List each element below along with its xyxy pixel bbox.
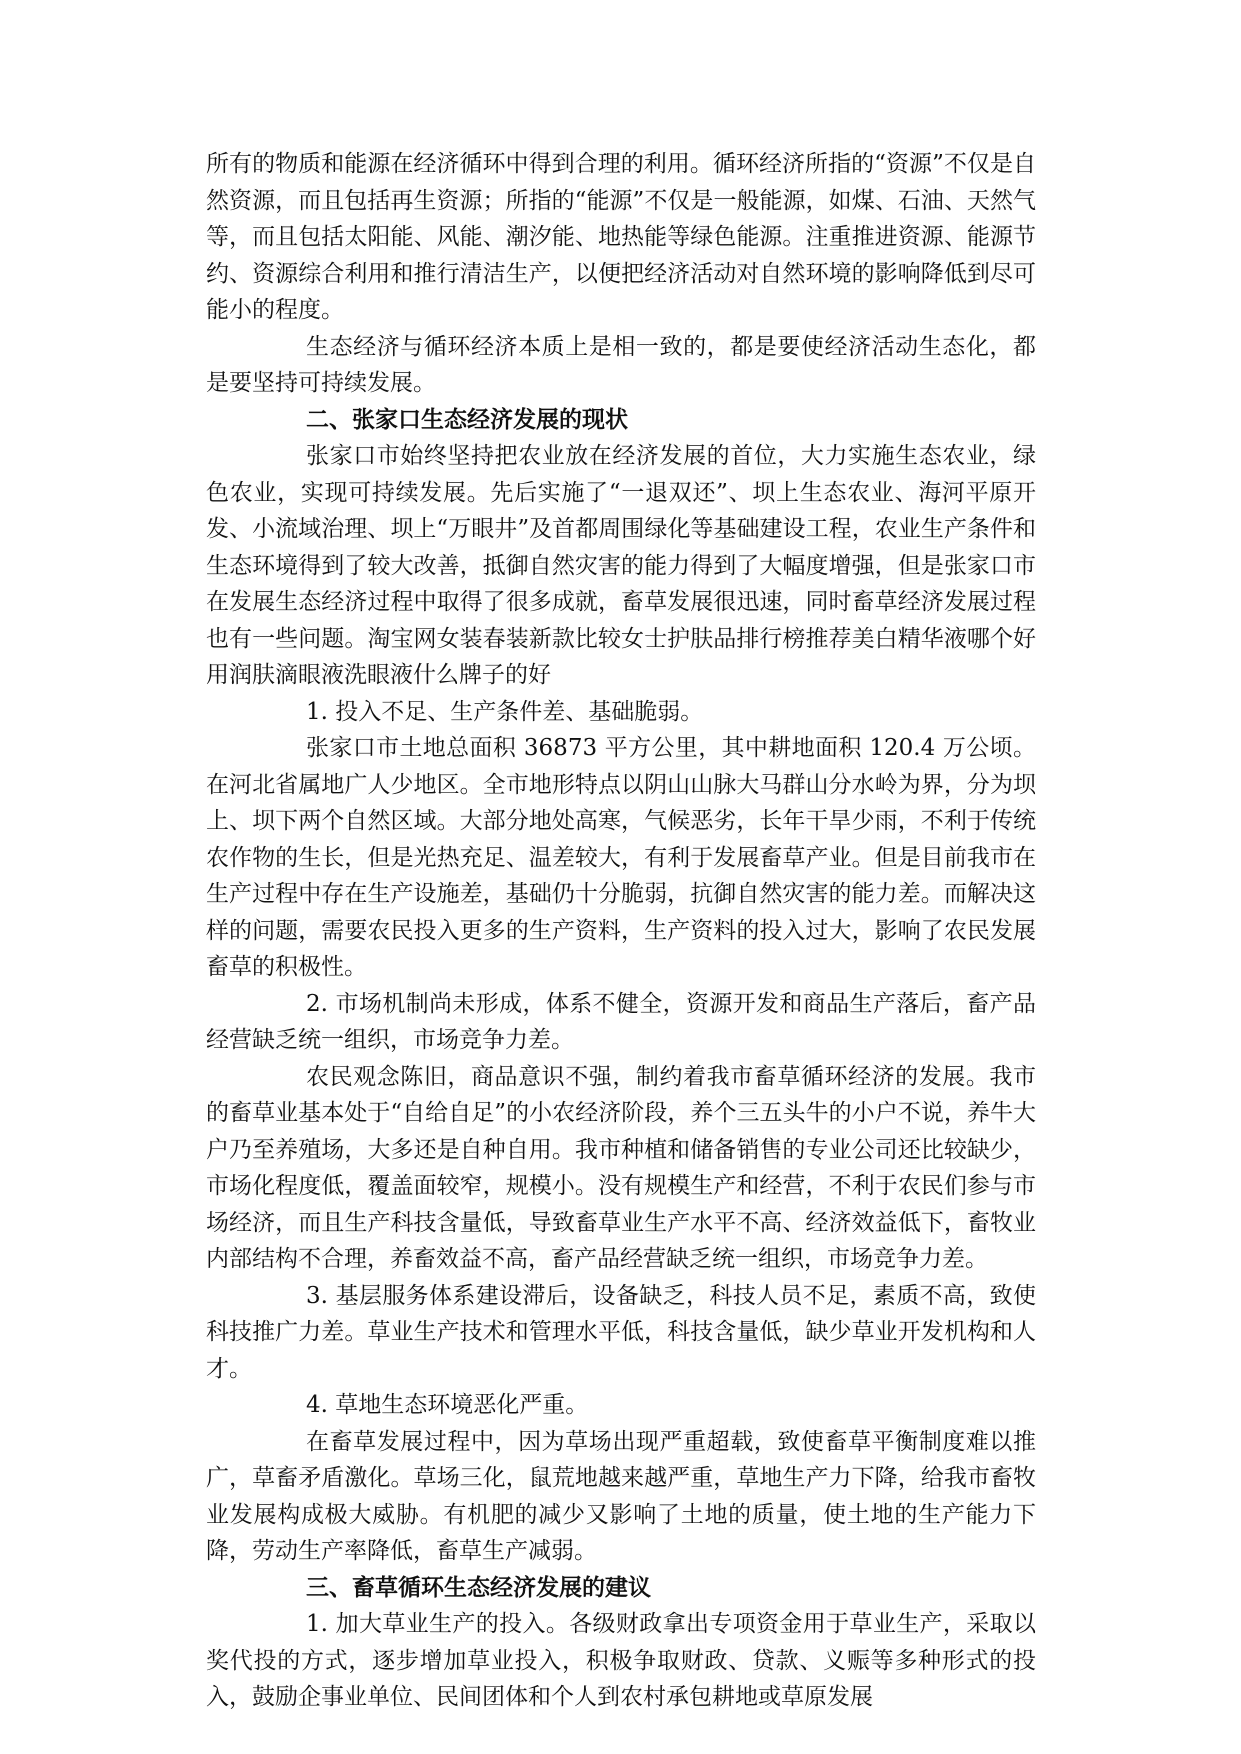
list-item-1: 1. 投入不足、生产条件差、基础脆弱。 <box>306 698 704 725</box>
list-item-4: 4. 草地生态环境恶化严重。 <box>306 1392 589 1418</box>
section-heading-3: 三、畜草循环生态经济发展的建议 <box>306 1573 651 1601</box>
list-item-3: 3. 基层服务体系建设滞后，设备缺乏，科技人员不足，素质不高，致使科技推广力差。草业生产技术和管理水平低，科技含量低，缺少草业开发机构和人才。 <box>206 1282 1036 1382</box>
section-heading-2: 二、张家口生态经济发展的现状 <box>306 405 628 433</box>
paragraph-eco-circular: 生态经济与循环经济本质上是相一致的，都是要使经济活动生态化，都是要坚持可持续发展。 <box>206 333 1036 396</box>
paragraph-grassland: 在畜草发展过程中，因为草场出现严重超载，致使畜草平衡制度难以推广，草畜矛盾激化。草场三化，鼠荒地越来越严重，草地生产力下降，给我市畜牧业发展构成极大威胁。有机肥的减少又影响了土地的质量，使土地的生产能力下降，劳动生产率降低，畜草生产减弱。 <box>206 1428 1036 1564</box>
document-page <box>206 146 1036 1716</box>
paragraph-resources: 所有的物质和能源在经济循环中得到合理的利用。循环经济所指的“资源”不仅是自然资源，而且包括再生资源；所指的“能源”不仅是一般能源，如煤、石油、天然气等，而且包括太阳能、风能、潮汐能、地热能等绿色能源。注重推进资源、能源节约、资源综合利用和推行清洁生产，以便把经济活动对自然环境的影响降低到尽可能小的程度。 <box>206 151 1036 323</box>
list-item-2: 2. 市场机制尚未形成，体系不健全，资源开发和商品生产落后，畜产品经营缺乏统一组织，市场竞争力差。 <box>206 990 1036 1053</box>
list-item-5: 1. 加大草业生产的投入。各级财政拿出专项资金用于草业生产，采取以奖代投的方式，逐步增加草业投入，积极争取财政、贷款、义赈等多种形式的投入，鼓励企事业单位、民间团体和个人到农村承包耕地或草原发展 <box>206 1611 1036 1710</box>
paragraph-farmer-concepts: 农民观念陈旧，商品意识不强，制约着我市畜草循环经济的发展。我市的畜草业基本处于“自给自足”的小农经济阶段，养个三五头牛的小户不说，养牛大户乃至养殖场，大多还是自种自用。我市种植和储备销售的专业公司还比较缺少，市场化程度低，覆盖面较窄，规模小。没有规模生产和经营，不利于农民们参与市场经济，而且生产科技含量低，导致畜草业生产水平不高、经济效益低下，畜牧业内部结构不合理，养畜效益不高，畜产品经营缺乏统一组织，市场竞争力差。 <box>206 1063 1036 1272</box>
paragraph-land-area: 张家口市土地总面积 36873 平方公里，其中耕地面积 120.4 万公顷。在河北省属地广人少地区。全市地形特点以阴山山脉大马群山分水岭为界，分为坝上、坝下两个自然区域。大部分地处高寒，气候恶劣，长年干旱少雨，不利于传统农作物的生长，但是光热充足、温差较大，有利于发展畜草产业。但是目前我市在生产过程中存在生产设施差，基础仍十分脆弱，抗御自然灾害的能力差。而解决这样的问题，需要农民投入更多的生产资料，生产资料的投入过大，影响了农民发展畜草的积极性。 <box>206 735 1036 980</box>
paragraph-zhangjiakou-status: 张家口市始终坚持把农业放在经济发展的首位，大力实施生态农业，绿色农业，实现可持续发展。先后实施了“一退双还”、坝上生态农业、海河平原开发、小流域治理、坝上“万眼井”及首都周围绿化等基础建设工程，农业生产条件和生态环境得到了较大改善，抵御自然灾害的能力得到了大幅度增强，但是张家口市在发展生态经济过程中取得了很多成就，畜草发展很迅速，同时畜草经济发展过程也有一些问题。淘宝网女装春装新款比较女士护肤品排行榜推荐美白精华液哪个好用润肤滴眼液洗眼液什么牌子的好 <box>206 443 1036 688</box>
